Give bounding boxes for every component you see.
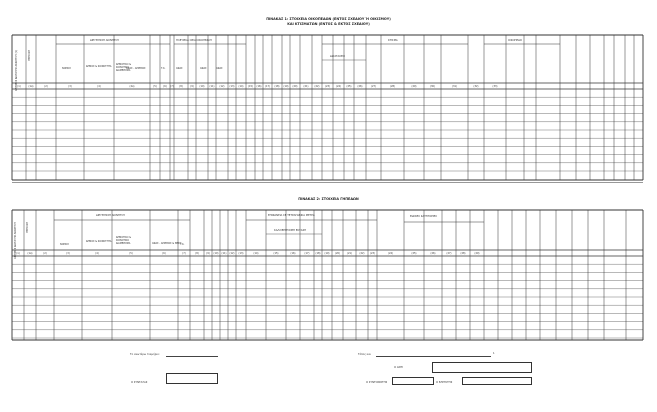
table1-col-number: (14) <box>238 84 244 88</box>
table1-col-number: (32) <box>473 84 479 88</box>
table1-col-number: (7) <box>170 84 174 88</box>
table2-sub-label: ΟΔΟΣ - ΑΡΙΘΜΟΣ & ΘΕΣΗ <box>152 242 182 245</box>
table1-col-number: (1α) <box>28 84 34 88</box>
footer-left-label-2: Ο ΣΥΝΤΑΞΑΣ <box>131 381 148 384</box>
table2-col-number: (29) <box>474 251 480 255</box>
table1-col-number: (12) <box>219 84 225 88</box>
table1-col-number: (20) <box>292 84 298 88</box>
table2-col-number: (22) <box>359 251 365 255</box>
table1-col-number: (18) <box>274 84 280 88</box>
table2-left-vertical-1: ΑΡΙΘΜΟΣ ΔΙΑΤΑΞΗΣ ΑΚΙΝΗΤΟΥ <box>14 222 17 259</box>
table1-group-boundaries: ΠΛΕΥΡΙΚΑ ΟΡΙΑ ΟΙΚΟΠΕΔΟΥ <box>176 39 213 42</box>
table1-sub-label: ΟΔΟΣ <box>176 67 183 70</box>
table1-col-number: (30) <box>430 84 435 88</box>
table2-group-special: ΕΙΔΙΚΕΣ ΚΑΤΗΓΟΡΙΕΣ <box>410 215 437 218</box>
table2-group-address: ΔΙΕΥΘΥΝΣΗ ΑΚΙΝΗΤΟΥ <box>96 214 126 217</box>
table1-group-buildings: ΚΤΙΣΜΑ <box>388 39 398 42</box>
table1-col-number: (10) <box>199 84 205 88</box>
footer-right-label-4: Ο ΕΛΕΓΚΤΗΣ <box>436 381 453 384</box>
table2-col-number: (1) <box>16 251 20 255</box>
table2-col-number: (11) <box>221 251 227 255</box>
table2-col-number: (19) <box>324 251 330 255</box>
table1-col-number: (13) <box>229 84 235 88</box>
table1-col-number: (4α) <box>129 84 135 88</box>
table2-sub-label: ΔΗΜΟΣ & ΚΟΙΝΟΤΗΤΑ <box>86 240 112 243</box>
table2-col-number: (6) <box>162 251 166 255</box>
table1-col-number: (11) <box>209 84 215 88</box>
table2-col-number: (2) <box>43 251 47 255</box>
footer-right-label-2: Ο ΑΝΤΙ <box>394 366 403 369</box>
table1-left-vertical-1: ΑΡΙΘΜΟΣ ΔΙΑΤΑΞΗΣ ΑΚΙΝΗΤΟΥ (1) <box>15 50 18 91</box>
table1-col-number: (8) <box>179 84 183 88</box>
table1-col-number: (27) <box>371 84 376 88</box>
table1-col-number: (6) <box>163 84 167 88</box>
table1-col-number: (1) <box>17 84 21 88</box>
table2-col-number: (23) <box>370 251 375 255</box>
table1-col-number: (15) <box>248 84 253 88</box>
table2-col-number: (1α) <box>27 251 33 255</box>
table2-col-number: (13) <box>238 251 244 255</box>
table2-col-number: (27) <box>446 251 452 255</box>
table2-sub-label: Τ.Κ. <box>180 243 185 246</box>
table2-col-number: (25) <box>411 251 417 255</box>
table1-col-number: (4) <box>97 84 101 88</box>
table2-left-vertical-2: ΠΕΡΙΟΧΗ <box>26 222 29 233</box>
table1-sub-label: ΟΔΟΣ <box>216 67 223 70</box>
table1-group-dimensions: ΔΙΑΣΤΑΣΕΙΣ <box>330 55 345 58</box>
table2-col-number: (8) <box>195 251 199 255</box>
table1-left-vertical-2: ΠΕΡΙΟΧΗ <box>28 50 31 61</box>
table1-sub-label: ΔΗΜΟΤΙΚΟ & ΚΟΙΝΟΤΙΚΟ ΔΙΑΜΕΡΙΣΜΑ <box>116 63 132 72</box>
table2-col-number: (21) <box>347 251 352 255</box>
table2-col-number: (5) <box>129 251 133 255</box>
table2-sub-label: ΝΟΜΟΣ <box>60 243 69 246</box>
table2-col-number: (17) <box>304 251 310 255</box>
table2-group-area: ΕΠΙΦΑΝΕΙΑ ΣΕ ΤΕΤΡΑΓΩΝΙΚΑ ΜΕΤΡΑ <box>268 214 315 217</box>
table1-col-number: (28) <box>390 84 395 88</box>
table1-col-number: (23) <box>325 84 330 88</box>
table1-col-number: (9) <box>190 84 194 88</box>
table2-col-number: (28) <box>460 251 466 255</box>
table1-sub-label: ΟΔΟΣ - ΑΡΙΘΜΟΣ <box>126 67 146 70</box>
table1-col-number: (5) <box>153 84 157 88</box>
footer-left-label-1: Το ανωτέρω τεκμήριο: <box>130 353 160 356</box>
table1-col-number: (31) <box>452 84 457 88</box>
table1-col-number: (24) <box>336 84 341 88</box>
table2-col-number: (10) <box>213 251 219 255</box>
table1-col-number: (26) <box>357 84 363 88</box>
table1-col-number: (21) <box>303 84 309 88</box>
table2-title: ΠΙΝΑΚΑΣ 2: ΣΤΟΙΧΕΙΑ ΓΗΠΕΔΩΝ <box>298 197 359 201</box>
table1-col-number: (16) <box>256 84 262 88</box>
table2-col-number: (26) <box>430 251 436 255</box>
table2-sub-label: ΔΗΜΟΤΙΚΟ & ΚΟΙΝΟΤΙΚΟ ΔΙΑΜΕΡΙΣΜΑ <box>116 236 132 245</box>
table1-col-number: (25) <box>346 84 352 88</box>
table1-col-number: (33) <box>492 84 498 88</box>
table1-sub-label: ΟΔΟΣ <box>200 67 207 70</box>
table1-col-number: (3) <box>68 84 72 88</box>
table2-col-number: (15) <box>273 251 279 255</box>
table2-col-number: (4) <box>95 251 99 255</box>
table1-col-number: (17) <box>265 84 270 88</box>
table2-col-number: (18) <box>315 251 321 255</box>
footer-right-label-1: Τόπος και <box>358 353 371 356</box>
table2-col-number: (20) <box>335 251 340 255</box>
table1-col-number: (22) <box>314 84 320 88</box>
table1-sub-label: ΔΗΜΟΣ & ΚΟΙΝΟΤΗΤΑ <box>86 65 112 68</box>
footer-right-label-3: Ο ΣΥΝΤΟΝΙΣΤΗΣ <box>366 381 388 384</box>
table1-col-number: (19) <box>283 84 289 88</box>
table2-col-number: (16) <box>290 251 296 255</box>
footer-page-marker: 1 <box>493 352 495 355</box>
table2-col-number: (12) <box>229 251 235 255</box>
table2-col-number: (3) <box>66 251 70 255</box>
table1-sub-label: Τ.Κ. <box>161 67 166 70</box>
table1-group-plot: ΟΙΚΟΠΕΔΟ <box>508 39 522 42</box>
table1-group-address: ΔΙΕΥΘΥΝΣΗ ΑΚΙΝΗΤΟΥ <box>90 39 120 42</box>
table2-col-number: (9) <box>206 251 210 255</box>
table2-col-number: (14) <box>253 251 259 255</box>
table1-col-number: (29) <box>411 84 417 88</box>
table1-title-line1: ΠΙΝΑΚΑΣ 1: ΣΤΟΙΧΕΙΑ ΟΙΚΟΠΕΔΩΝ (ΕΝΤΟΣ ΣΧΕΔΙΟΥ Ή ΟΙΚΙΣΜΟΥ) <box>266 17 391 21</box>
table1-col-number: (2) <box>44 84 48 88</box>
table1-sub-label: ΝΟΜΟΣ <box>62 67 71 70</box>
table2-group-crops: ΚΑΛΛΙΕΡΓΗΣΙΜΗ ΕΚΤΑΣΗ <box>274 229 307 232</box>
table1-title-line2: ΚΑΙ ΚΤΙΣΜΑΤΩΝ (ΕΝΤΟΣ & ΕΚΤΟΣ ΣΧΕΔΙΟΥ) <box>287 22 370 26</box>
table2-col-number: (7) <box>182 251 186 255</box>
table2-col-number: (24) <box>388 251 393 255</box>
